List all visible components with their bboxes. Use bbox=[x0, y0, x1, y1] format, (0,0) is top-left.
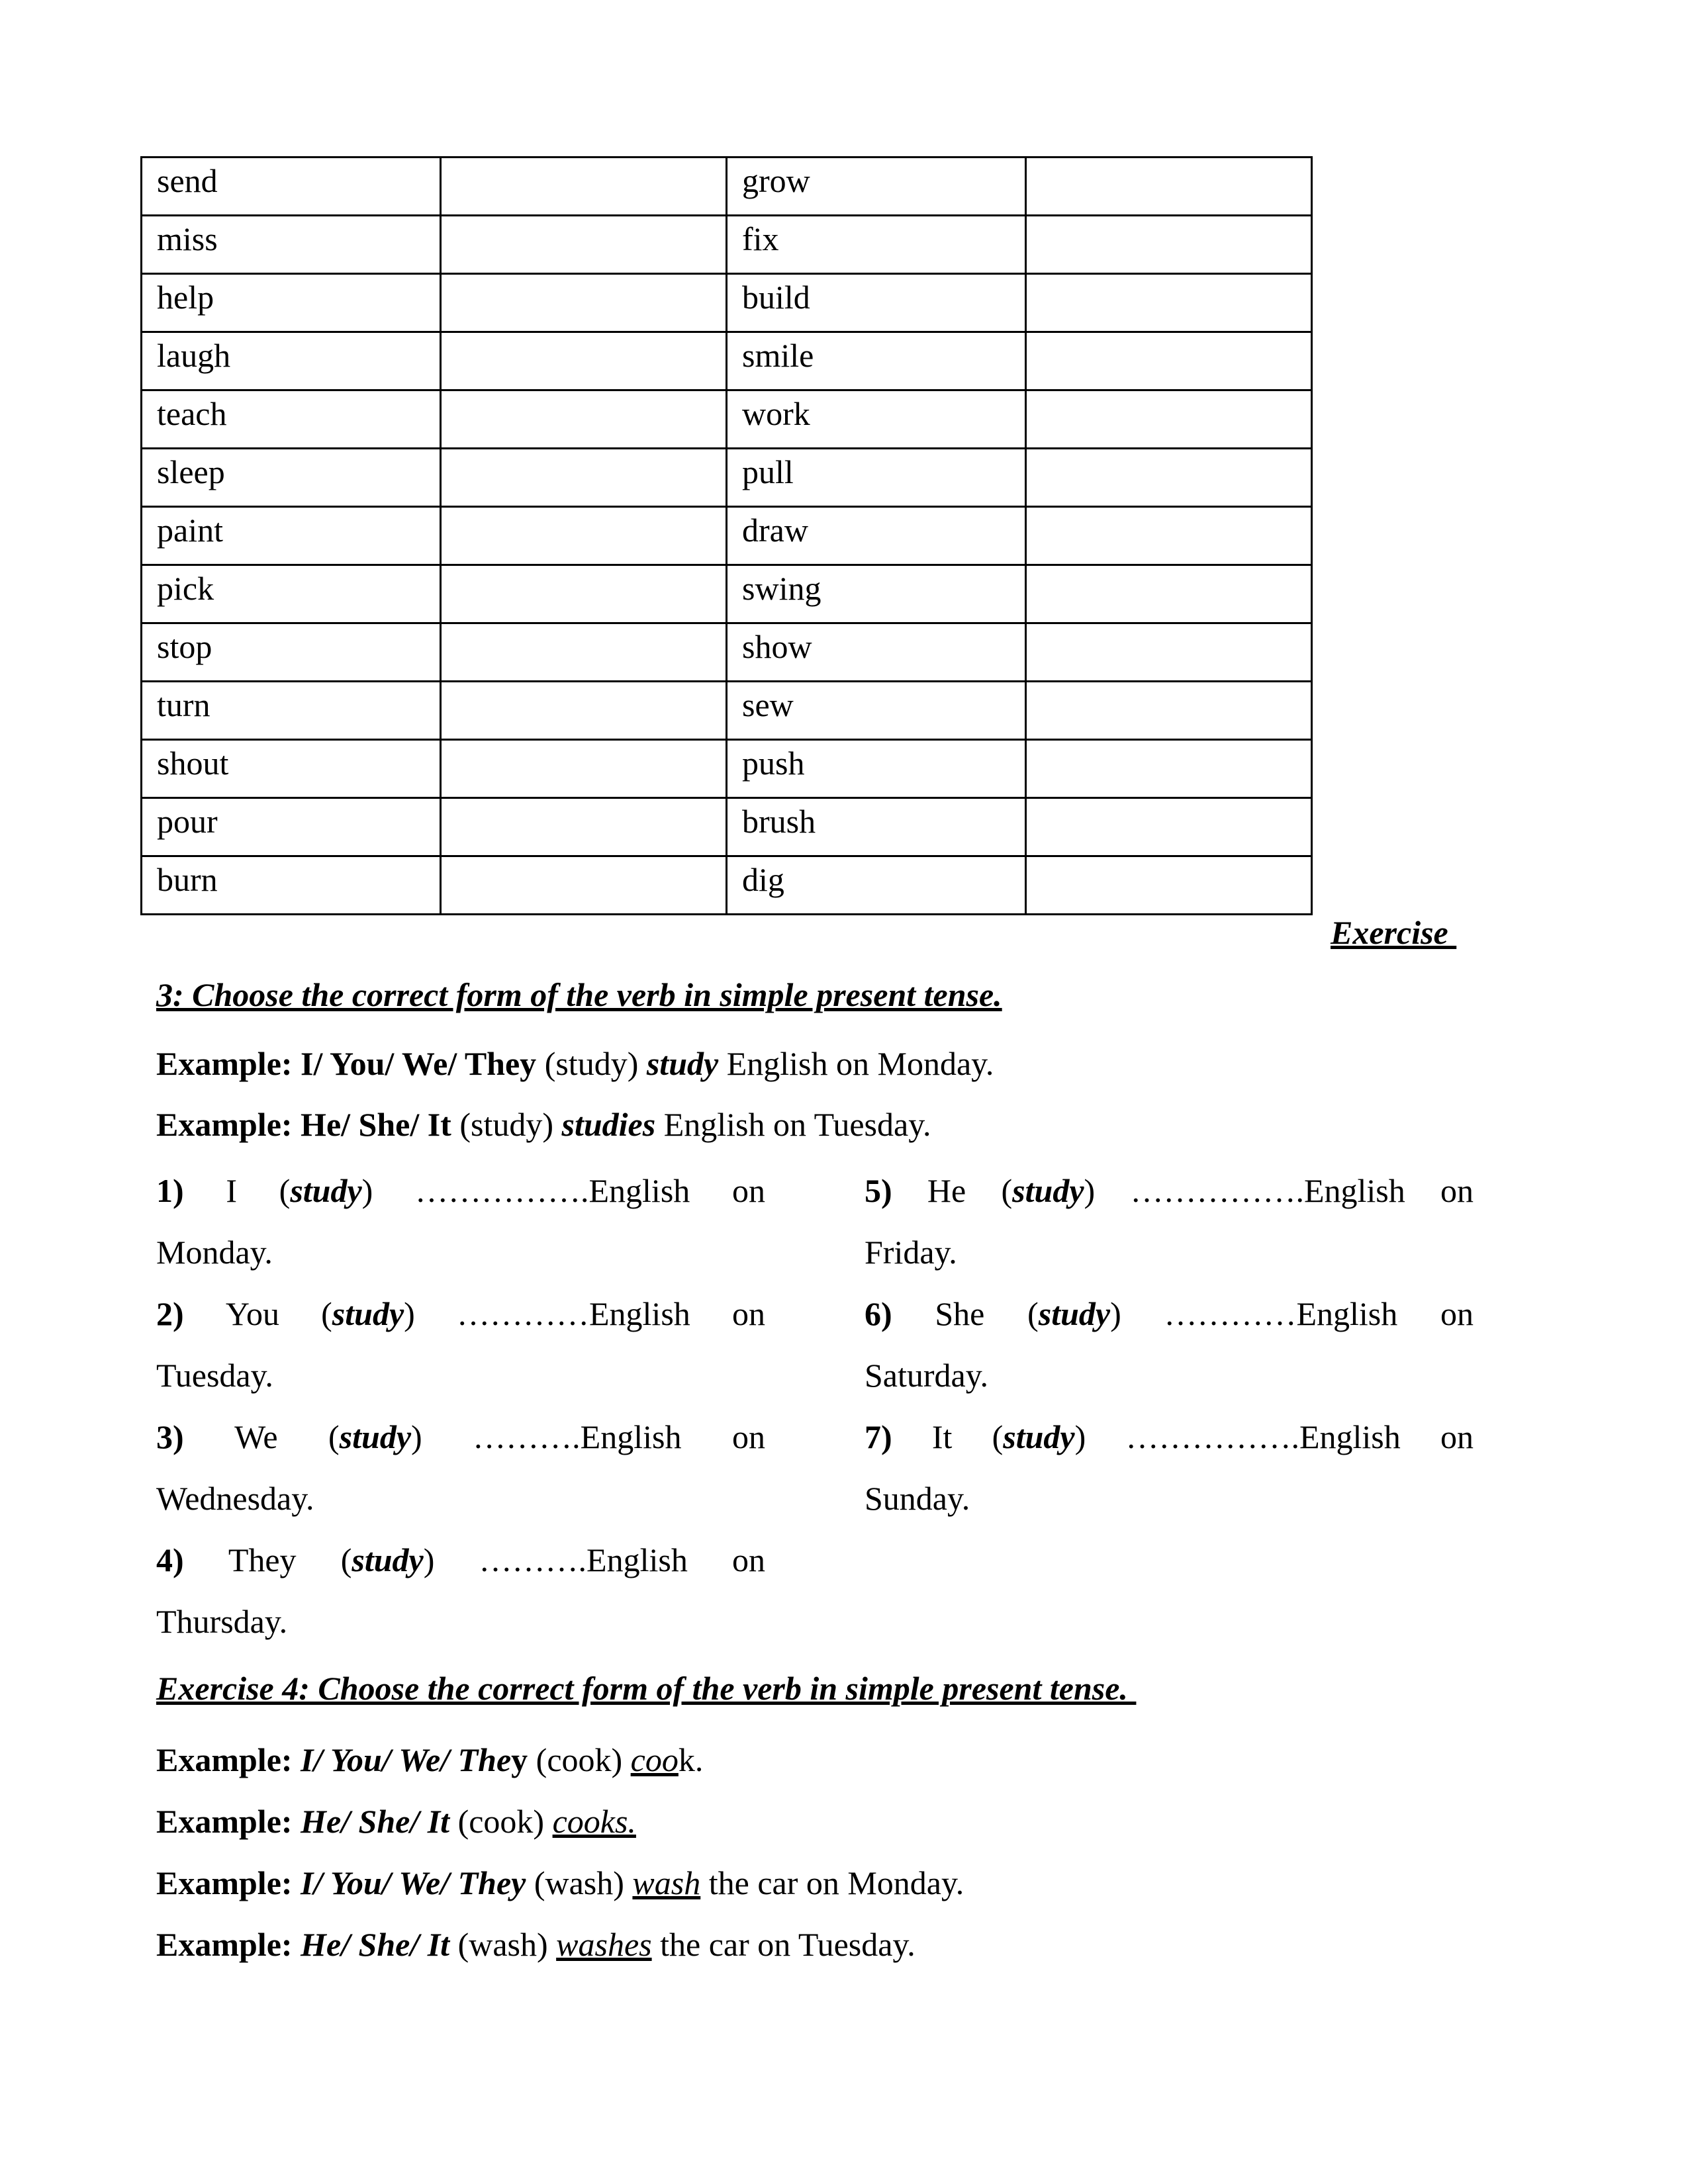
item-number: 4) bbox=[156, 1541, 184, 1578]
answer-cell-right[interactable] bbox=[1026, 623, 1312, 682]
verb-cell-right bbox=[727, 158, 1026, 216]
example-answer: coo bbox=[630, 1741, 679, 1778]
answer-cell-left[interactable] bbox=[441, 332, 727, 390]
example-rest: English on Monday. bbox=[726, 1045, 994, 1082]
verb-cell-right bbox=[727, 740, 1026, 798]
exercise-item bbox=[156, 1406, 765, 1468]
item-verb: (study) bbox=[328, 1418, 422, 1455]
answer-cell-right[interactable] bbox=[1026, 449, 1312, 507]
example-label: Example: bbox=[156, 1741, 293, 1778]
verb-table-row bbox=[142, 798, 1312, 856]
answer-cell-right[interactable] bbox=[1026, 158, 1312, 216]
example-subjects: I/ You/ We/ They bbox=[301, 1864, 526, 1901]
verb-text: show bbox=[742, 628, 812, 665]
verb-text: swing bbox=[742, 570, 821, 607]
exercise3-heading: 3: Choose the correct form of the verb in simple present tense. bbox=[156, 976, 1002, 1013]
verb-cell-left bbox=[142, 449, 441, 507]
example-label: Example: bbox=[156, 1864, 293, 1901]
item-day: Monday. bbox=[156, 1234, 273, 1271]
verb-cell-left bbox=[142, 274, 441, 332]
exercise-item bbox=[156, 1160, 765, 1222]
exercise4-example-1 bbox=[156, 1741, 703, 1779]
answer-cell-left[interactable] bbox=[441, 216, 727, 274]
answer-cell-right[interactable] bbox=[1026, 565, 1312, 623]
verb-text: paint bbox=[157, 512, 223, 549]
verb-text: draw bbox=[742, 512, 808, 549]
item-verb: (study) bbox=[321, 1295, 415, 1332]
verb-text: help bbox=[157, 279, 214, 316]
item-number: 6) bbox=[865, 1295, 892, 1332]
verb-text: laugh bbox=[157, 337, 231, 374]
exercise4-example-2 bbox=[156, 1802, 636, 1841]
verb-text: miss bbox=[157, 220, 218, 257]
item-on: on bbox=[1440, 1172, 1474, 1209]
example-label: Example: bbox=[156, 1926, 293, 1963]
item-verb: (study) bbox=[1027, 1295, 1121, 1332]
item-on: on bbox=[731, 1541, 765, 1578]
verb-cell-right bbox=[727, 682, 1026, 740]
answer-cell-right[interactable] bbox=[1026, 798, 1312, 856]
verb-cell-right bbox=[727, 216, 1026, 274]
answer-cell-left[interactable] bbox=[441, 449, 727, 507]
item-blank[interactable]: …………English bbox=[457, 1295, 690, 1332]
verb-text: turn bbox=[157, 686, 211, 723]
verb-table-row bbox=[142, 449, 1312, 507]
verb-text: build bbox=[742, 279, 810, 316]
example-rest: the car on Monday. bbox=[708, 1864, 964, 1901]
verb-table-row bbox=[142, 274, 1312, 332]
verb-cell-right bbox=[727, 623, 1026, 682]
item-verb: (study) bbox=[1001, 1172, 1096, 1209]
example-label: Example: bbox=[156, 1106, 293, 1143]
example-answer: wash bbox=[632, 1864, 701, 1901]
verb-text: send bbox=[157, 162, 218, 199]
item-subject: It bbox=[931, 1418, 953, 1455]
item-blank[interactable]: …………….English bbox=[1125, 1418, 1401, 1455]
item-verb: (study) bbox=[992, 1418, 1086, 1455]
verb-text: teach bbox=[157, 395, 227, 432]
answer-cell-right[interactable] bbox=[1026, 856, 1312, 915]
verb-table-row bbox=[142, 158, 1312, 216]
exercise-item bbox=[865, 1406, 1474, 1468]
example-subjects: I/ You/ We/ They bbox=[301, 1045, 537, 1082]
verb-text: pour bbox=[157, 803, 218, 840]
verb-cell-left bbox=[142, 623, 441, 682]
example-label: Example: bbox=[156, 1803, 293, 1840]
exercise3-heading-part1: Exercise bbox=[1331, 914, 1457, 951]
exercise-item bbox=[865, 1283, 1474, 1345]
example-label: Example: bbox=[156, 1045, 293, 1082]
answer-cell-right[interactable] bbox=[1026, 216, 1312, 274]
verb-table-row bbox=[142, 682, 1312, 740]
verb-text: work bbox=[742, 395, 810, 432]
item-on: on bbox=[731, 1295, 765, 1332]
example-subjects: He/ She/ It bbox=[301, 1926, 450, 1963]
item-number: 1) bbox=[156, 1172, 184, 1209]
verb-text: dig bbox=[742, 861, 784, 898]
item-verb: (study) bbox=[279, 1172, 373, 1209]
answer-cell-right[interactable] bbox=[1026, 682, 1312, 740]
exercise3-right-column bbox=[865, 1160, 1474, 1529]
exercise4-heading: Exercise 4: Choose the correct form of the verb in simple present tense. bbox=[156, 1670, 1137, 1707]
verb-cell-right bbox=[727, 798, 1026, 856]
example-verb: (wash) bbox=[534, 1864, 624, 1901]
verb-text: fix bbox=[742, 220, 779, 257]
verb-cell-left bbox=[142, 158, 441, 216]
verb-table-row bbox=[142, 740, 1312, 798]
item-day: Friday. bbox=[865, 1234, 957, 1271]
item-day: Sunday. bbox=[865, 1480, 970, 1517]
item-day: Tuesday. bbox=[156, 1357, 273, 1394]
answer-cell-right[interactable] bbox=[1026, 507, 1312, 565]
exercise3-left-column bbox=[156, 1160, 765, 1653]
item-verb-word: study bbox=[352, 1541, 424, 1578]
example-verb: (wash) bbox=[457, 1926, 548, 1963]
verb-text: burn bbox=[157, 861, 218, 898]
verb-cell-left bbox=[142, 332, 441, 390]
item-verb-word: study bbox=[290, 1172, 362, 1209]
verb-cell-right bbox=[727, 449, 1026, 507]
verb-cell-right bbox=[727, 565, 1026, 623]
example-verb: (cook) bbox=[457, 1803, 545, 1840]
example-subjects: I/ You/ We/ The bbox=[301, 1741, 512, 1778]
answer-cell-left[interactable] bbox=[441, 740, 727, 798]
example-answer: studies bbox=[561, 1106, 656, 1143]
answer-cell-left[interactable] bbox=[441, 623, 727, 682]
item-on: on bbox=[731, 1418, 765, 1455]
verb-cell-right bbox=[727, 332, 1026, 390]
item-number: 3) bbox=[156, 1418, 184, 1455]
verb-text: push bbox=[742, 745, 805, 782]
answer-cell-right[interactable] bbox=[1026, 332, 1312, 390]
verb-cell-left bbox=[142, 390, 441, 449]
verb-cell-left bbox=[142, 740, 441, 798]
verb-cell-left bbox=[142, 798, 441, 856]
example-answer: study bbox=[646, 1045, 719, 1082]
verb-cell-left bbox=[142, 856, 441, 915]
example-subjects-end: y bbox=[511, 1741, 528, 1778]
verb-text: shout bbox=[157, 745, 229, 782]
item-number: 7) bbox=[865, 1418, 892, 1455]
answer-cell-left[interactable] bbox=[441, 390, 727, 449]
verb-text: smile bbox=[742, 337, 814, 374]
example-verb: (study) bbox=[459, 1106, 553, 1143]
example-verb: (cook) bbox=[536, 1741, 623, 1778]
verb-text: sleep bbox=[157, 453, 225, 490]
exercise3-example-1 bbox=[156, 1044, 994, 1083]
verb-table-row bbox=[142, 216, 1312, 274]
item-subject: She bbox=[935, 1295, 985, 1332]
answer-cell-left[interactable] bbox=[441, 507, 727, 565]
item-verb-word: study bbox=[339, 1418, 412, 1455]
item-on: on bbox=[1440, 1295, 1474, 1332]
exercise-item bbox=[865, 1160, 1474, 1222]
verb-table-row bbox=[142, 507, 1312, 565]
example-verb: (study) bbox=[544, 1045, 639, 1082]
item-day: Saturday. bbox=[865, 1357, 988, 1394]
answer-cell-left[interactable] bbox=[441, 158, 727, 216]
example-answer: cooks. bbox=[552, 1803, 636, 1840]
verb-text: grow bbox=[742, 162, 810, 199]
verb-table-row bbox=[142, 856, 1312, 915]
verb-cell-right bbox=[727, 507, 1026, 565]
item-verb-word: study bbox=[1038, 1295, 1111, 1332]
answer-cell-left[interactable] bbox=[441, 856, 727, 915]
verb-table-row bbox=[142, 390, 1312, 449]
verb-table-row bbox=[142, 623, 1312, 682]
item-blank[interactable]: ……….English bbox=[473, 1418, 682, 1455]
item-verb-word: study bbox=[1012, 1172, 1084, 1209]
verb-cell-left bbox=[142, 507, 441, 565]
example-subjects: He/ She/ It bbox=[301, 1803, 450, 1840]
item-subject: You bbox=[225, 1295, 279, 1332]
answer-cell-left[interactable] bbox=[441, 798, 727, 856]
answer-cell-left[interactable] bbox=[441, 682, 727, 740]
exercise4-example-3 bbox=[156, 1864, 964, 1902]
verb-text: sew bbox=[742, 686, 794, 723]
item-subject: They bbox=[228, 1541, 297, 1578]
verb-cell-left bbox=[142, 565, 441, 623]
exercise-item bbox=[156, 1529, 765, 1591]
example-answer-end: k. bbox=[678, 1741, 704, 1778]
verb-table bbox=[140, 156, 1313, 915]
verb-table-row bbox=[142, 332, 1312, 390]
verb-cell-right bbox=[727, 274, 1026, 332]
example-rest: English on Tuesday. bbox=[663, 1106, 931, 1143]
verb-text: pick bbox=[157, 570, 214, 607]
verb-table-body bbox=[142, 158, 1312, 915]
item-day: Wednesday. bbox=[156, 1480, 314, 1517]
item-blank[interactable]: …………….English bbox=[1130, 1172, 1405, 1209]
exercise-item bbox=[156, 1283, 765, 1345]
item-subject: I bbox=[226, 1172, 237, 1209]
item-blank[interactable]: …………English bbox=[1164, 1295, 1398, 1332]
answer-cell-right[interactable] bbox=[1026, 740, 1312, 798]
exercise4-example-4 bbox=[156, 1925, 915, 1964]
item-on: on bbox=[731, 1172, 765, 1209]
verb-table-row bbox=[142, 565, 1312, 623]
item-number: 5) bbox=[865, 1172, 892, 1209]
verb-cell-left bbox=[142, 216, 441, 274]
verb-cell-left bbox=[142, 682, 441, 740]
answer-cell-left[interactable] bbox=[441, 565, 727, 623]
item-blank[interactable]: ……….English bbox=[479, 1541, 688, 1578]
example-subjects: He/ She/ It bbox=[301, 1106, 451, 1143]
answer-cell-left[interactable] bbox=[441, 274, 727, 332]
verb-text: brush bbox=[742, 803, 816, 840]
item-on: on bbox=[1440, 1418, 1474, 1455]
verb-text: pull bbox=[742, 453, 794, 490]
answer-cell-right[interactable] bbox=[1026, 390, 1312, 449]
verb-cell-right bbox=[727, 390, 1026, 449]
item-subject: We bbox=[234, 1418, 278, 1455]
item-subject: He bbox=[927, 1172, 966, 1209]
answer-cell-right[interactable] bbox=[1026, 274, 1312, 332]
item-blank[interactable]: …………….English bbox=[415, 1172, 690, 1209]
verb-cell-right bbox=[727, 856, 1026, 915]
item-verb: (study) bbox=[340, 1541, 435, 1578]
exercise3-example-2 bbox=[156, 1105, 931, 1144]
item-verb-word: study bbox=[1003, 1418, 1075, 1455]
item-day: Thursday. bbox=[156, 1603, 288, 1640]
example-rest: the car on Tuesday. bbox=[660, 1926, 915, 1963]
item-verb-word: study bbox=[332, 1295, 404, 1332]
verb-text: stop bbox=[157, 628, 212, 665]
example-answer: washes bbox=[556, 1926, 652, 1963]
item-number: 2) bbox=[156, 1295, 184, 1332]
